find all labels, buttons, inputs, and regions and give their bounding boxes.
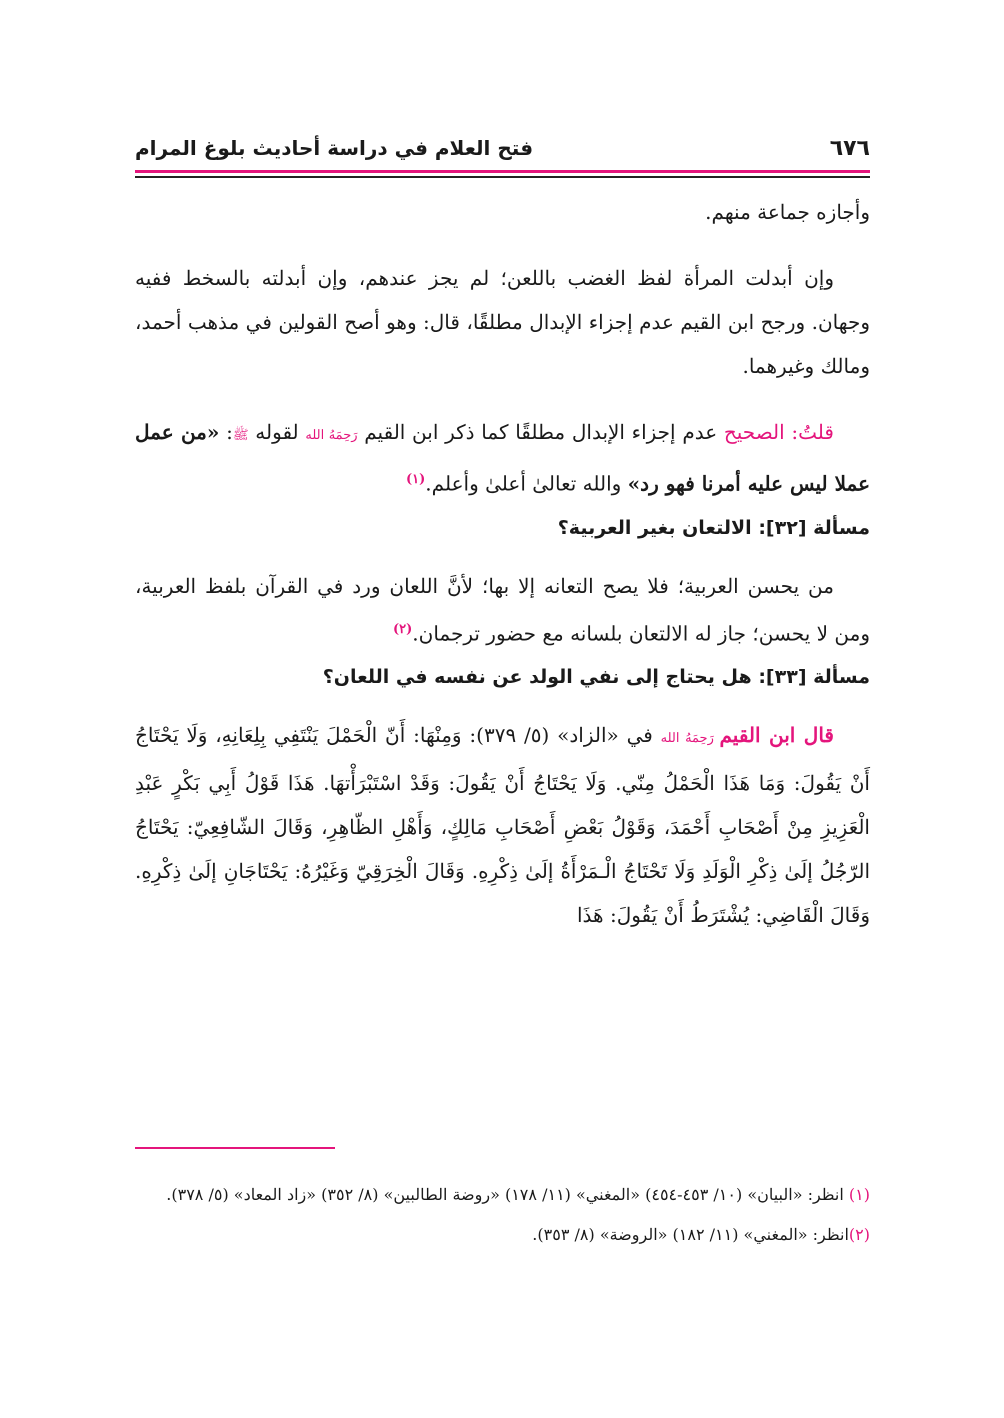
paragraph-5-text: في «الزاد» (٥/ ٣٧٩): وَمِنْهَا: أَنّ الْحَمْلَ يَنْتَفِي بِلِعَانِهِ، وَلَا يَحْتَاجُ أَنْ يَقُولَ: وَمَا هَذَا الْحَمْلُ مِنّي. وَلَا يَحْتَاجُ أَنْ يَقُولَ: وَقَدْ اسْتَبْرَأْتهَا. هَذَا قَوْلُ أَبِي بَكْرٍ عَبْدِ الْعَزِيزِ مِنْ أَصْحَابِ أَحْمَدَ، وَقَوْلُ بَعْضِ أَصْحَابِ مَالِكٍ، وَأَهْلِ الظّاهِرِ، وَقَالَ الشّافِعِيّ: يَحْتَاجُ الرّجُلُ إلَىٰ ذِكْرِ الْوَلَدِ وَلَا تَحْتَاجُ الْـمَرْأَةُ إلَىٰ ذِكْرِهِ. وَقَالَ الْخِرَقِيّ وَغَيْرُهُ: يَحْتَاجَانِ إلَىٰ ذِكْرِهِ. وَقَالَ الْقَاضِي: يُشْتَرَطُ أَنْ يَقُولَ: هَذَا [135,723,870,928]
footnote-ref-1: (١) [406,472,426,487]
paragraph-3-text-4: والله تعالىٰ أعلىٰ وأعلم. [425,471,628,496]
paragraph-3 [135,410,870,506]
footnote-ref-2: (٢) [392,621,413,637]
footnote-1-text: انظر: «البيان» (١٠/ ٤٥٣-٤٥٤) «المغني» (١١/ ١٧٨) «روضة الطالبين» (٨/ ٣٥٢) «زاد المعاد» (٥/ ٣٧٨). [166,1185,849,1204]
footnote-1 [135,1180,870,1210]
hadith-quote: «من عمل عملا ليس عليه أمرنا فهو رد» [135,420,870,496]
page-header [135,132,870,172]
header-rule [135,176,870,178]
document-page [135,0,870,1418]
footnote-1-number: (١) [848,1185,870,1204]
paragraph-2: وإن أبدلت المرأة لفظ الغضب باللعن؛ لم يجز عندهم، وإن أبدلته بالسخط ففيه وجهان. ورجح ابن القيم عدم إجزاء الإبدال مطلقًا، قال: وهو أصح القولين في مذهب أحمد، ومالك وغيرهما. [135,266,870,378]
footnotes [135,1180,870,1250]
ibn-qayyim-lead: قال ابن القيم [719,723,834,748]
sahih-label: الصحيح [723,420,785,444]
qult-label: قلتُ: [784,420,834,444]
page-number: ٦٧٦ [829,136,870,161]
footnote-separator [135,1147,335,1149]
honorific-rahimahullah-2: رَحِمَهُ الله [660,731,720,747]
question-32-title: الالتعان بغير العربية؟ [557,516,759,539]
header-rule-accent [135,170,870,173]
honorific-salla: ﷺ [232,428,249,443]
footnote-2 [135,1220,870,1250]
question-32-heading [135,506,870,550]
honorific-rahimahullah: رَحِمَهُ الله [305,428,358,443]
page-body [135,190,870,937]
footnote-2-text: انظر: «المغني» (١١/ ١٨٢) «الروضة» (٨/ ٣٥٣). [532,1225,849,1244]
paragraph-4-text: من يحسن العربية؛ فلا يصح التعانه إلا بها؛ لأنَّ اللعان ورد في القرآن بلفظ العربية، ومن لا يحسن؛ جاز له الالتعان بلسانه مع حضور ترجمان. [135,573,870,646]
paragraph-1: وأجازه جماعة منهم. [705,200,870,224]
question-32-label: مسألة [٣٢]: [758,516,870,539]
question-33-heading [135,655,870,699]
running-title: فتح العلام في دراسة أحاديث بلوغ المرام [135,136,534,160]
footnote-2-number: (٢) [848,1225,870,1244]
paragraph-3-text-3: : [219,420,233,444]
paragraph-4 [135,564,870,656]
paragraph-5 [135,713,870,937]
question-33-title: هل يحتاج إلى نفي الولد عن نفسه في اللعان؟ [322,666,759,689]
question-33-label: مسألة [٣٣]: [758,666,870,689]
paragraph-3-text-1: عدم إجزاء الإبدال مطلقًا كما ذكر ابن القيم [357,420,724,444]
paragraph-3-text-2: لقوله [248,420,306,444]
